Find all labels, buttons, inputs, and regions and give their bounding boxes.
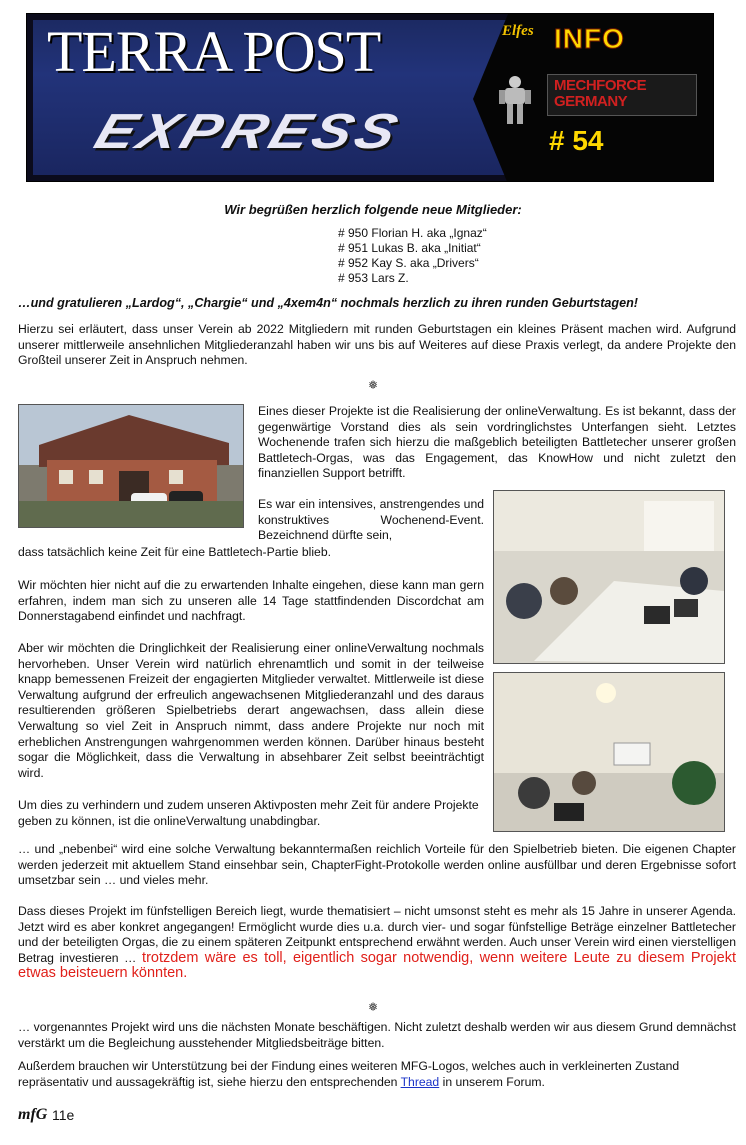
banner-title-line1: TERRA POST [47, 19, 381, 84]
section-separator: ❅ [367, 1000, 379, 1014]
section-separator: ❅ [367, 378, 379, 392]
photo-meeting-1 [493, 490, 725, 664]
photo-meeting-2 [493, 672, 725, 832]
funding-appeal-highlight: trotzdem wäre es toll, eigentlich sogar notwendig, wenn weitere Leute zu diesem Projekt etwas beisteuern könnten. [18, 949, 737, 982]
member-item: # 953 Lars Z. [338, 271, 409, 285]
new-members-list [338, 226, 487, 286]
birthday-congratulations: …und gratulieren „Lardog“, „Chargie“ und „4xem4n“ nochmals herzlich zu ihren runden Geburtstagen! [18, 296, 638, 310]
signature-mfg: mfG [18, 1106, 48, 1123]
paragraph-benefits: … und „nebenbei“ wird eine solche Verwaltung bekanntermaßen reichlich Vorteile für den Spielbetrieb bieten. Die eigenen Chapter werden jederzeit mit aktuellem Stand einsehbar sein, ChapterFight-Protokolle werden online ausfüllbar und deren Ergebnisse sofort umsetzbar sein … und vieles mehr. [18, 842, 736, 888]
newsletter-banner [26, 13, 714, 182]
funding-text: Dass dieses Projekt im fünfstelligen Bereich liegt, wurde thematisiert – nicht umsonst steht es mehr als 15 Jahre in unserer Agenda. Jetzt wird es aber konkret angegangen! Ermöglicht wurde dies u.a. durch vier- und sogar fünfstellige Beträge einzelner Battletecher und der beteiligten Orgas, die zu einem späteren Zeitpunkt entsprechend erwähnt werden. Auch unser Verein wird einen vierstelligen Betrag investieren … [18, 904, 736, 965]
paragraph-funding [18, 904, 736, 982]
paragraph-weekend-event-cont: dass tatsächlich keine Zeit für eine Battletech-Partie blieb. [18, 545, 331, 559]
paragraph-weekend-event: Es war ein intensives, anstrengendes und konstruktives Wochenend-Event. Bezeichnend dürfte sein, [258, 497, 484, 543]
paragraph-urgency-conclusion: Um dies zu verhindern und zudem unseren Aktivposten mehr Zeit für andere Projekte geben zu können, ist die onlineVerwaltung unabdingbar. [18, 798, 479, 828]
logo-request-text: Außerdem brauchen wir Unterstützung bei der Findung eines weiteren MFG-Logos, welches auch in verkleinerten Zustand repräsentativ und aussagekräftig ist, siehe hierzu den entsprechenden [18, 1059, 680, 1089]
signature-name: 11e [52, 1107, 75, 1123]
info-label: INFO [554, 23, 625, 54]
paragraph-logo-request [18, 1059, 736, 1090]
paragraph-online-admin-project: Eines dieser Projekte ist die Realisierung der onlineVerwaltung. Es ist bekannt, dass der gegenwärtige Vorstand dies als sein vordringlichstes Unterfangen sieht. Letztes Wochenende trafen sich hierzu die maßgeblich beteiligten Battletecher unserer großen Battletech-Orgas, was das Engagement, das KnowHow und nicht zuletzt den finanziellen Support betrifft. [258, 404, 736, 481]
welcome-heading: Wir begrüßen herzlich folgende neue Mitglieder: [224, 202, 522, 217]
mfg-logo-text: MECHFORCE GERMANY [554, 77, 647, 110]
forum-thread-link[interactable]: Thread [400, 1074, 440, 1089]
paragraph-birthday-gifts: Hierzu sei erläutert, dass unser Verein ab 2022 Mitgliedern mit runden Geburtstagen ein kleines Präsent machen wird. Aufgrund unserer mittlerweile ansehnlichen Mitgliederanzahl haben wir uns bis auf Weiteres auf diese Praxis verlegt, da andere Projekte den Großteil unserer Zeit in Anspruch nehmen. [18, 322, 736, 368]
mech-figure-icon [497, 74, 533, 126]
mechforce-germany-logo [547, 74, 697, 116]
member-item: # 951 Lukas B. aka „Initiat“ [338, 241, 481, 255]
photo-venue-house [18, 404, 244, 528]
member-item: # 950 Florian H. aka „Ignaz“ [338, 226, 487, 240]
banner-title-line2: EXPRESS [88, 103, 409, 160]
paragraph-membership-fees: … vorgenanntes Projekt wird uns die nächsten Monate beschäftigen. Nicht zuletzt deshalb werden wir aus diesem Grund demnächst verstärkt um die Begleichung ausstehender Mitgliedsbeiträge bitten. [18, 1020, 736, 1050]
issue-number: # 54 [549, 125, 604, 156]
logo-request-text-end: in unserem Forum. [442, 1074, 545, 1089]
paragraph-discord-chat: Wir möchten hier nicht auf die zu erwartenden Inhalte eingehen, diese kann man gern erfahren, indem man sich zu unseren alle 14 Tage stattfindenden Discordchat am Donnerstagabend einfindet und nachfragt. [18, 578, 484, 624]
member-item: # 952 Kay S. aka „Drivers“ [338, 256, 479, 270]
elfes-label: Elfes [502, 23, 534, 39]
paragraph-urgency: Aber wir möchten die Dringlichkeit der Realisierung einer onlineVerwaltung nochmals hervorheben. Unser Verein wird natürlich ehrenamtlich und somit in der teilweise knapp bemessenen Freizeit der engagierten Mitglieder verwaltet. Mittlerweile ist diese Verwaltung aufgrund der erfreulich angewachsenen Mitgliederanzahl und des daraus resultierenden größeren Spielbetriebs derart angewachsen, dass allein diese Verwaltung so viel Zeit in Anspruch nimmt, dass andere Projekte nur noch mit erheblichen Anstrengungen wahrgenommen werden können. Darüber hinaus besteht sogar die Möglichkeit, dass die Verwaltung in absehbarer Zeit selbst beeinträchtigt wird. [18, 641, 484, 780]
